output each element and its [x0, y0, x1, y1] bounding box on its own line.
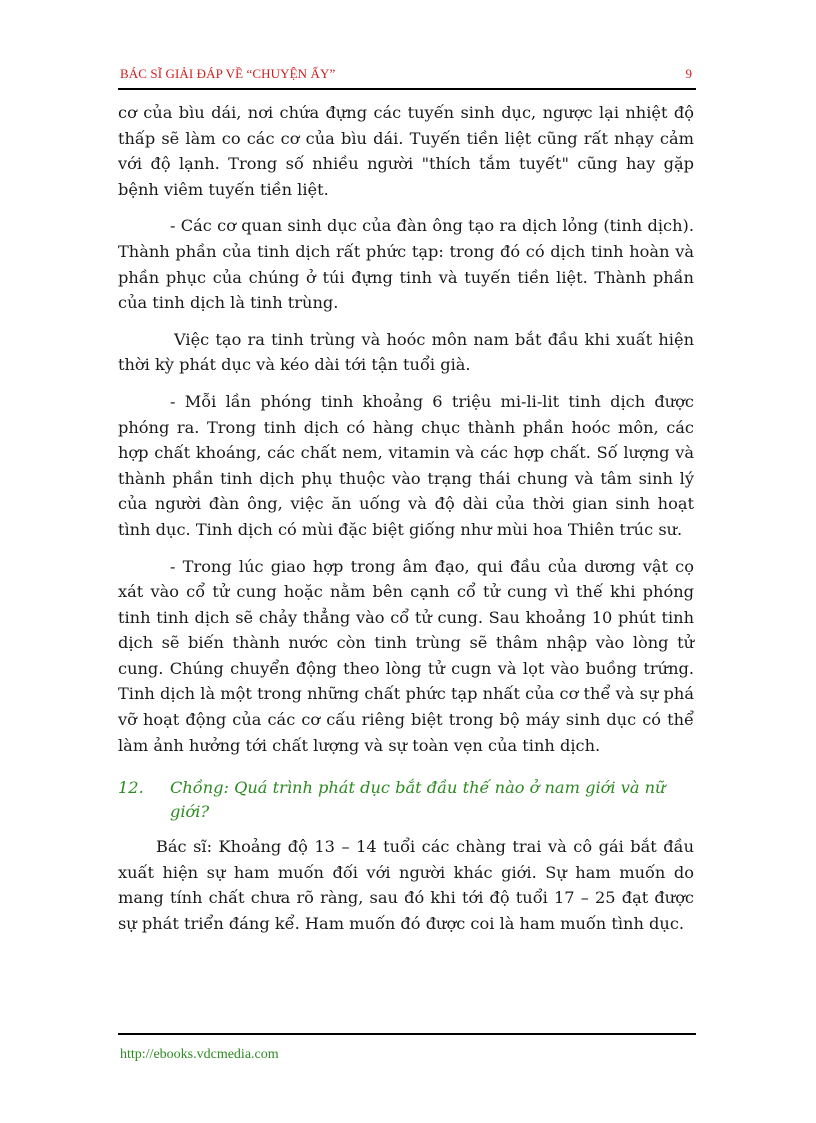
body-paragraph: - Trong lúc giao hợp trong âm đạo, qui đầu của dương vật cọ xát vào cổ tử cung hoặc nằm bên cạnh cổ tử cung vì thế khi phóng tinh tinh dịch sẽ chảy thẳng vào cổ tử cung. Sau khoảng 10 phút tinh dịch sẽ biến thành nước còn tinh trùng sẽ thâm nhập vào lòng tử cung. Chúng chuyển động theo lòng tử cugn và lọt vào buồng trứng. Tinh dịch là một trong những chất phức tạp nhất của cơ thể và sự phá vỡ hoạt động của các cơ cấu riêng biệt trong bộ máy sinh dục có thể làm ảnh hưởng tới chất lượng và sự toàn vẹn của tinh dịch.: [118, 556, 694, 755]
page-header: [118, 64, 696, 90]
body-paragraph: - Mỗi lần phóng tinh khoảng 6 triệu mi-li-lit tinh dịch được phóng ra. Trong tinh dịch có hàng chục thành phần hoóc môn, các hợp chất khoáng, các chất nem, vitamin và các hợp chất. Số lượng và thành phần tinh dịch phụ thuộc vào trạng thái chung và tâm sinh lý của người đàn ông, việc ăn uống và độ dài của thời gian sinh hoạt tình dục. Tinh dịch có mùi đặc biệt giống như mùi hoa Thiên trúc sư.: [118, 391, 694, 539]
page-footer: [118, 1033, 696, 1063]
page-number: 9: [685, 66, 692, 81]
question-text: Chồng: Quá trình phát dục bắt đầu thế nào ở nam giới và nữ giới?: [170, 778, 666, 822]
body-paragraph: cơ của bìu dái, nơi chứa đựng các tuyến sinh dục, ngược lại nhiệt độ thấp sẽ làm co các cơ của bìu dái. Tuyến tiền liệt cũng rất nhạy cảm với độ lạnh. Trong số nhiều người "thích tắm tuyết" cũng hay gặp bệnh viêm tuyến tiền liệt.: [118, 103, 694, 199]
footer-link[interactable]: http://ebooks.vdcmedia.com: [120, 1047, 279, 1062]
page-body: [118, 100, 694, 948]
answer-paragraph: Bác sĩ: Khoảng độ 13 – 14 tuổi các chàng trai và cô gái bắt đầu xuất hiện sự ham muốn đối với người khác giới. Sự ham muốn do mang tính chất chưa rõ ràng, sau đó khi tới độ tuổi 17 – 25 đạt được sự phát triển đáng kể. Ham muốn đó được coi là ham muốn tình dục.: [118, 837, 694, 934]
body-paragraph: - Các cơ quan sinh dục của đàn ông tạo ra dịch lỏng (tinh dịch). Thành phần của tinh dịch rất phức tạp: trong đó có dịch tinh hoàn và phần phục của chúng ở túi đựng tinh và tuyến tiền liệt. Thành phần của tinh dịch là tinh trùng.: [118, 216, 694, 313]
body-paragraph: Việc tạo ra tinh trùng và hoóc môn nam bắt đầu khi xuất hiện thời kỳ phát dục và kéo dài tới tận tuổi già.: [118, 329, 694, 375]
question-heading: [118, 776, 694, 824]
running-title: BÁC SĨ GIẢI ĐÁP VỀ “CHUYỆN ẤY”: [120, 66, 336, 81]
question-number: 12.: [118, 778, 144, 798]
